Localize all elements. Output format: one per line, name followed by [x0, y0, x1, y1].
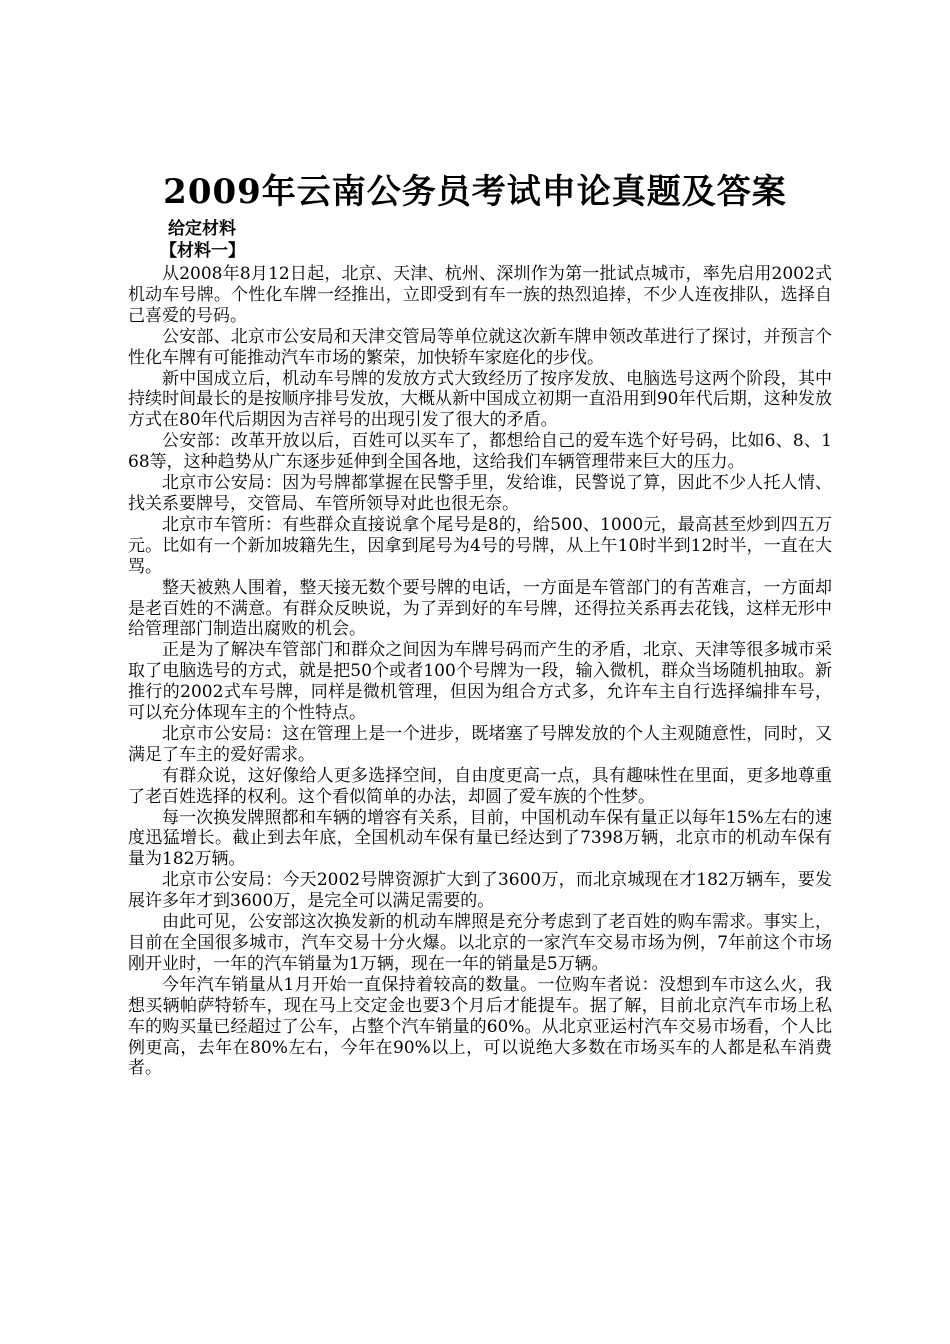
- paragraph: 公安部：改革开放以后，百姓可以买车了，都想给自己的爱车选个好号码，比如6、8、168等，这种趋势从广东逐步延伸到全国各地，这给我们车辆管理带来巨大的压力。: [128, 431, 832, 473]
- paragraph: 北京市公安局：因为号牌都掌握在民警手里，发给谁，民警说了算，因此不少人托人情、找关系要牌号，交管局、车管所领导对此也很无奈。: [128, 473, 832, 514]
- paragraph: 有群众说，这好像给人更多选择空间，自由度更高一点，具有趣味性在里面，更多地尊重了老百姓选择的权利。这个看似简单的办法，却圆了爱车族的个性梦。: [128, 765, 832, 807]
- material-body: [128, 264, 832, 1079]
- material-heading: 【材料一】: [160, 241, 245, 261]
- paragraph: 今年汽车销量从1月开始一直保持着较高的数量。一位购车者说：没想到车市这么火，我想买辆帕萨特轿车，现在马上交定金也要3个月后才能提车。据了解，目前北京汽车市场上私车的购买量已经超过了公车，占整个汽车销量的60%。从北京亚运村汽车交易市场看，个人比例更高，去年在80%左右，今年在90%以上，可以说绝大多数在市场买车的人都是私车消费者。: [128, 974, 832, 1079]
- paragraph: 公安部、北京市公安局和天津交管局等单位就这次新车牌申领改革进行了探讨，并预言个性化车牌有可能推动汽车市场的繁荣，加快轿车家庭化的步伐。: [128, 326, 832, 368]
- paragraph: 北京市车管所：有些群众直接说拿个尾号是8的，给500、1000元，最高甚至炒到四五万元。比如有一个新加坡籍先生，因拿到尾号为4号的号牌，从上午10时半到12时半，一直在大骂。: [128, 514, 832, 577]
- paragraph: 北京市公安局：这在管理上是一个进步，既堵塞了号牌发放的个人主观随意性，同时，又满足了车主的爱好需求。: [128, 723, 832, 765]
- paragraph: 新中国成立后，机动车号牌的发放方式大致经历了按序发放、电脑选号这两个阶段，其中持续时间最长的是按顺序排号发放，大概从新中国成立初期一直沿用到90年代后期，这种发放方式在80年代后期因为吉祥号的出现引发了很大的矛盾。: [128, 368, 832, 431]
- paragraph: 从2008年8月12日起，北京、天津、杭州、深圳作为第一批试点城市，率先启用2002式机动车号牌。个性化车牌一经推出，立即受到有车一族的热烈追捧，不少人连夜排队，选择自己喜爱的号码。: [128, 264, 832, 326]
- paragraph: 正是为了解决车管部门和群众之间因为车牌号码而产生的矛盾，北京、天津等很多城市采取了电脑选号的方式，就是把50个或者100个号牌为一段，输入微机，群众当场随机抽取。新推行的2002式车号牌，同样是微机管理，但因为组合方式多，允许车主自行选择编排车号，可以充分体现车主的个性特点。: [128, 640, 832, 724]
- document-title: 2009年云南公务员考试申论真题及答案: [163, 172, 787, 212]
- paragraph: 每一次换发牌照都和车辆的增容有关系，目前，中国机动车保有量正以每年15%左右的速度迅猛增长。截止到去年底，全国机动车保有量已经达到了7398万辆，北京市的机动车保有量为182万辆。: [128, 807, 832, 870]
- paragraph: 由此可见，公安部这次换发新的机动车牌照是充分考虑到了老百姓的购车需求。事实上，目前在全国很多城市，汽车交易十分火爆。以北京的一家汽车交易市场为例，7年前这个市场刚开业时，一年的汽车销量为1万辆，现在一年的销量是5万辆。: [128, 912, 832, 974]
- paragraph: 整天被熟人围着，整天接无数个要号牌的电话，一方面是车管部门的有苦难言，一方面却是老百姓的不满意。有群众反映说，为了弄到好的车号牌，还得拉关系再去花钱，这样无形中给管理部门制造出腐败的机会。: [128, 577, 832, 640]
- section-heading: 给定材料: [168, 219, 236, 239]
- paragraph: 北京市公安局：今天2002号牌资源扩大到了3600万，而北京城现在才182万辆车，要发展许多年才到3600万，是完全可以满足需要的。: [128, 870, 832, 912]
